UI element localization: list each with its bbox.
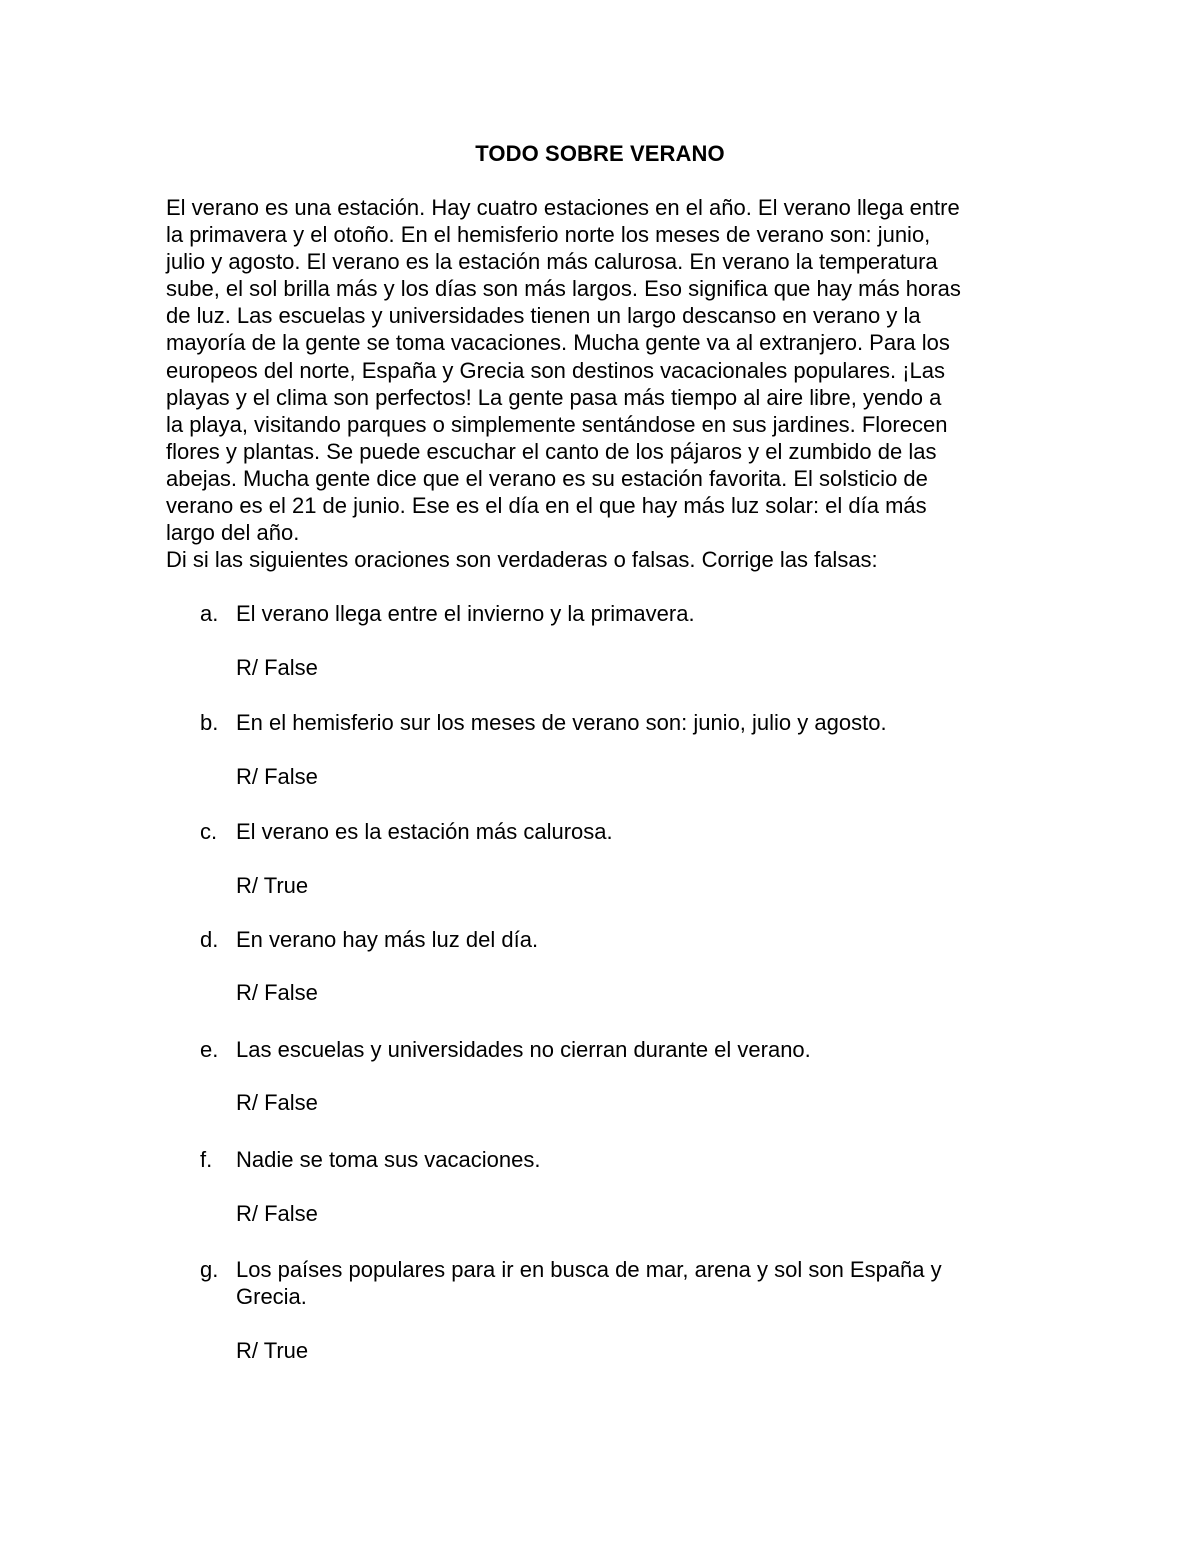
question-answer: R/ True <box>236 873 309 898</box>
question-text <box>236 1036 1036 1063</box>
question-answer: R/ False <box>236 655 318 680</box>
paragraph-line: sube, el sol brilla más y los días son más largos. Eso significa que hay más horas <box>166 276 961 302</box>
question-line: El verano es la estación más calurosa. <box>236 819 613 844</box>
question-answer: R/ False <box>236 1201 318 1226</box>
question-answer: R/ True <box>236 1338 309 1363</box>
paragraph-line: la primavera y el otoño. En el hemisferio norte los meses de verano son: junio, <box>166 222 931 248</box>
paragraph-line: playas y el clima son perfectos! La gente pasa más tiempo al aire libre, yendo a <box>166 384 942 410</box>
question-text <box>236 1256 1036 1310</box>
paragraph-line: mayoría de la gente se toma vacaciones. Mucha gente va al extranjero. Para los <box>166 330 950 356</box>
question-text <box>236 600 1036 627</box>
question-letter: d. <box>200 927 219 952</box>
question-letter: c. <box>200 819 218 844</box>
paragraph-line: verano es el 21 de junio. Ese es el día en el que hay más luz solar: el día más <box>166 493 927 519</box>
question-line: En verano hay más luz del día. <box>236 927 539 952</box>
paragraph-line: julio y agosto. El verano es la estación más calurosa. En verano la temperatura <box>166 249 938 275</box>
paragraph-line: de luz. Las escuelas y universidades tienen un largo descanso en verano y la <box>166 303 921 329</box>
question-line: Grecia. <box>236 1284 307 1309</box>
question-answer: R/ False <box>236 764 318 789</box>
paragraph-line: abejas. Mucha gente dice que el verano es su estación favorita. El solsticio de <box>166 465 928 491</box>
paragraph-line: El verano es una estación. Hay cuatro estaciones en el año. El verano llega entre <box>166 195 960 220</box>
question-line: Nadie se toma sus vacaciones. <box>236 1147 541 1172</box>
paragraph-line: la playa, visitando parques o simplemente sentándose en sus jardines. Florecen <box>166 411 948 437</box>
question-text <box>236 1146 1036 1173</box>
question-text <box>236 818 1036 845</box>
paragraph-line: flores y plantas. Se puede escuchar el canto de los pájaros y el zumbido de las <box>166 438 937 464</box>
question-line: Los países populares para ir en busca de mar, arena y sol son España y <box>236 1257 942 1282</box>
paragraph-line: europeos del norte, España y Grecia son destinos vacacionales populares. ¡Las <box>166 357 946 383</box>
question-text <box>236 709 1036 736</box>
question-letter: e. <box>200 1037 219 1062</box>
question-letter: a. <box>200 601 219 626</box>
exercise-instruction: Di si las siguientes oraciones son verdaderas o falsas. Corrige las falsas: <box>166 547 878 572</box>
question-line: El verano llega entre el invierno y la primavera. <box>236 601 695 626</box>
question-answer: R/ False <box>236 980 318 1005</box>
question-answer: R/ False <box>236 1090 318 1115</box>
document-title: TODO SOBRE VERANO <box>475 141 725 166</box>
question-letter: g. <box>200 1257 219 1282</box>
question-letter: b. <box>200 710 219 735</box>
paragraph-line: largo del año. <box>166 520 300 546</box>
question-line: En el hemisferio sur los meses de verano son: junio, julio y agosto. <box>236 710 887 735</box>
question-text <box>236 926 1036 953</box>
question-letter: f. <box>200 1147 213 1172</box>
question-line: Las escuelas y universidades no cierran durante el verano. <box>236 1037 811 1062</box>
